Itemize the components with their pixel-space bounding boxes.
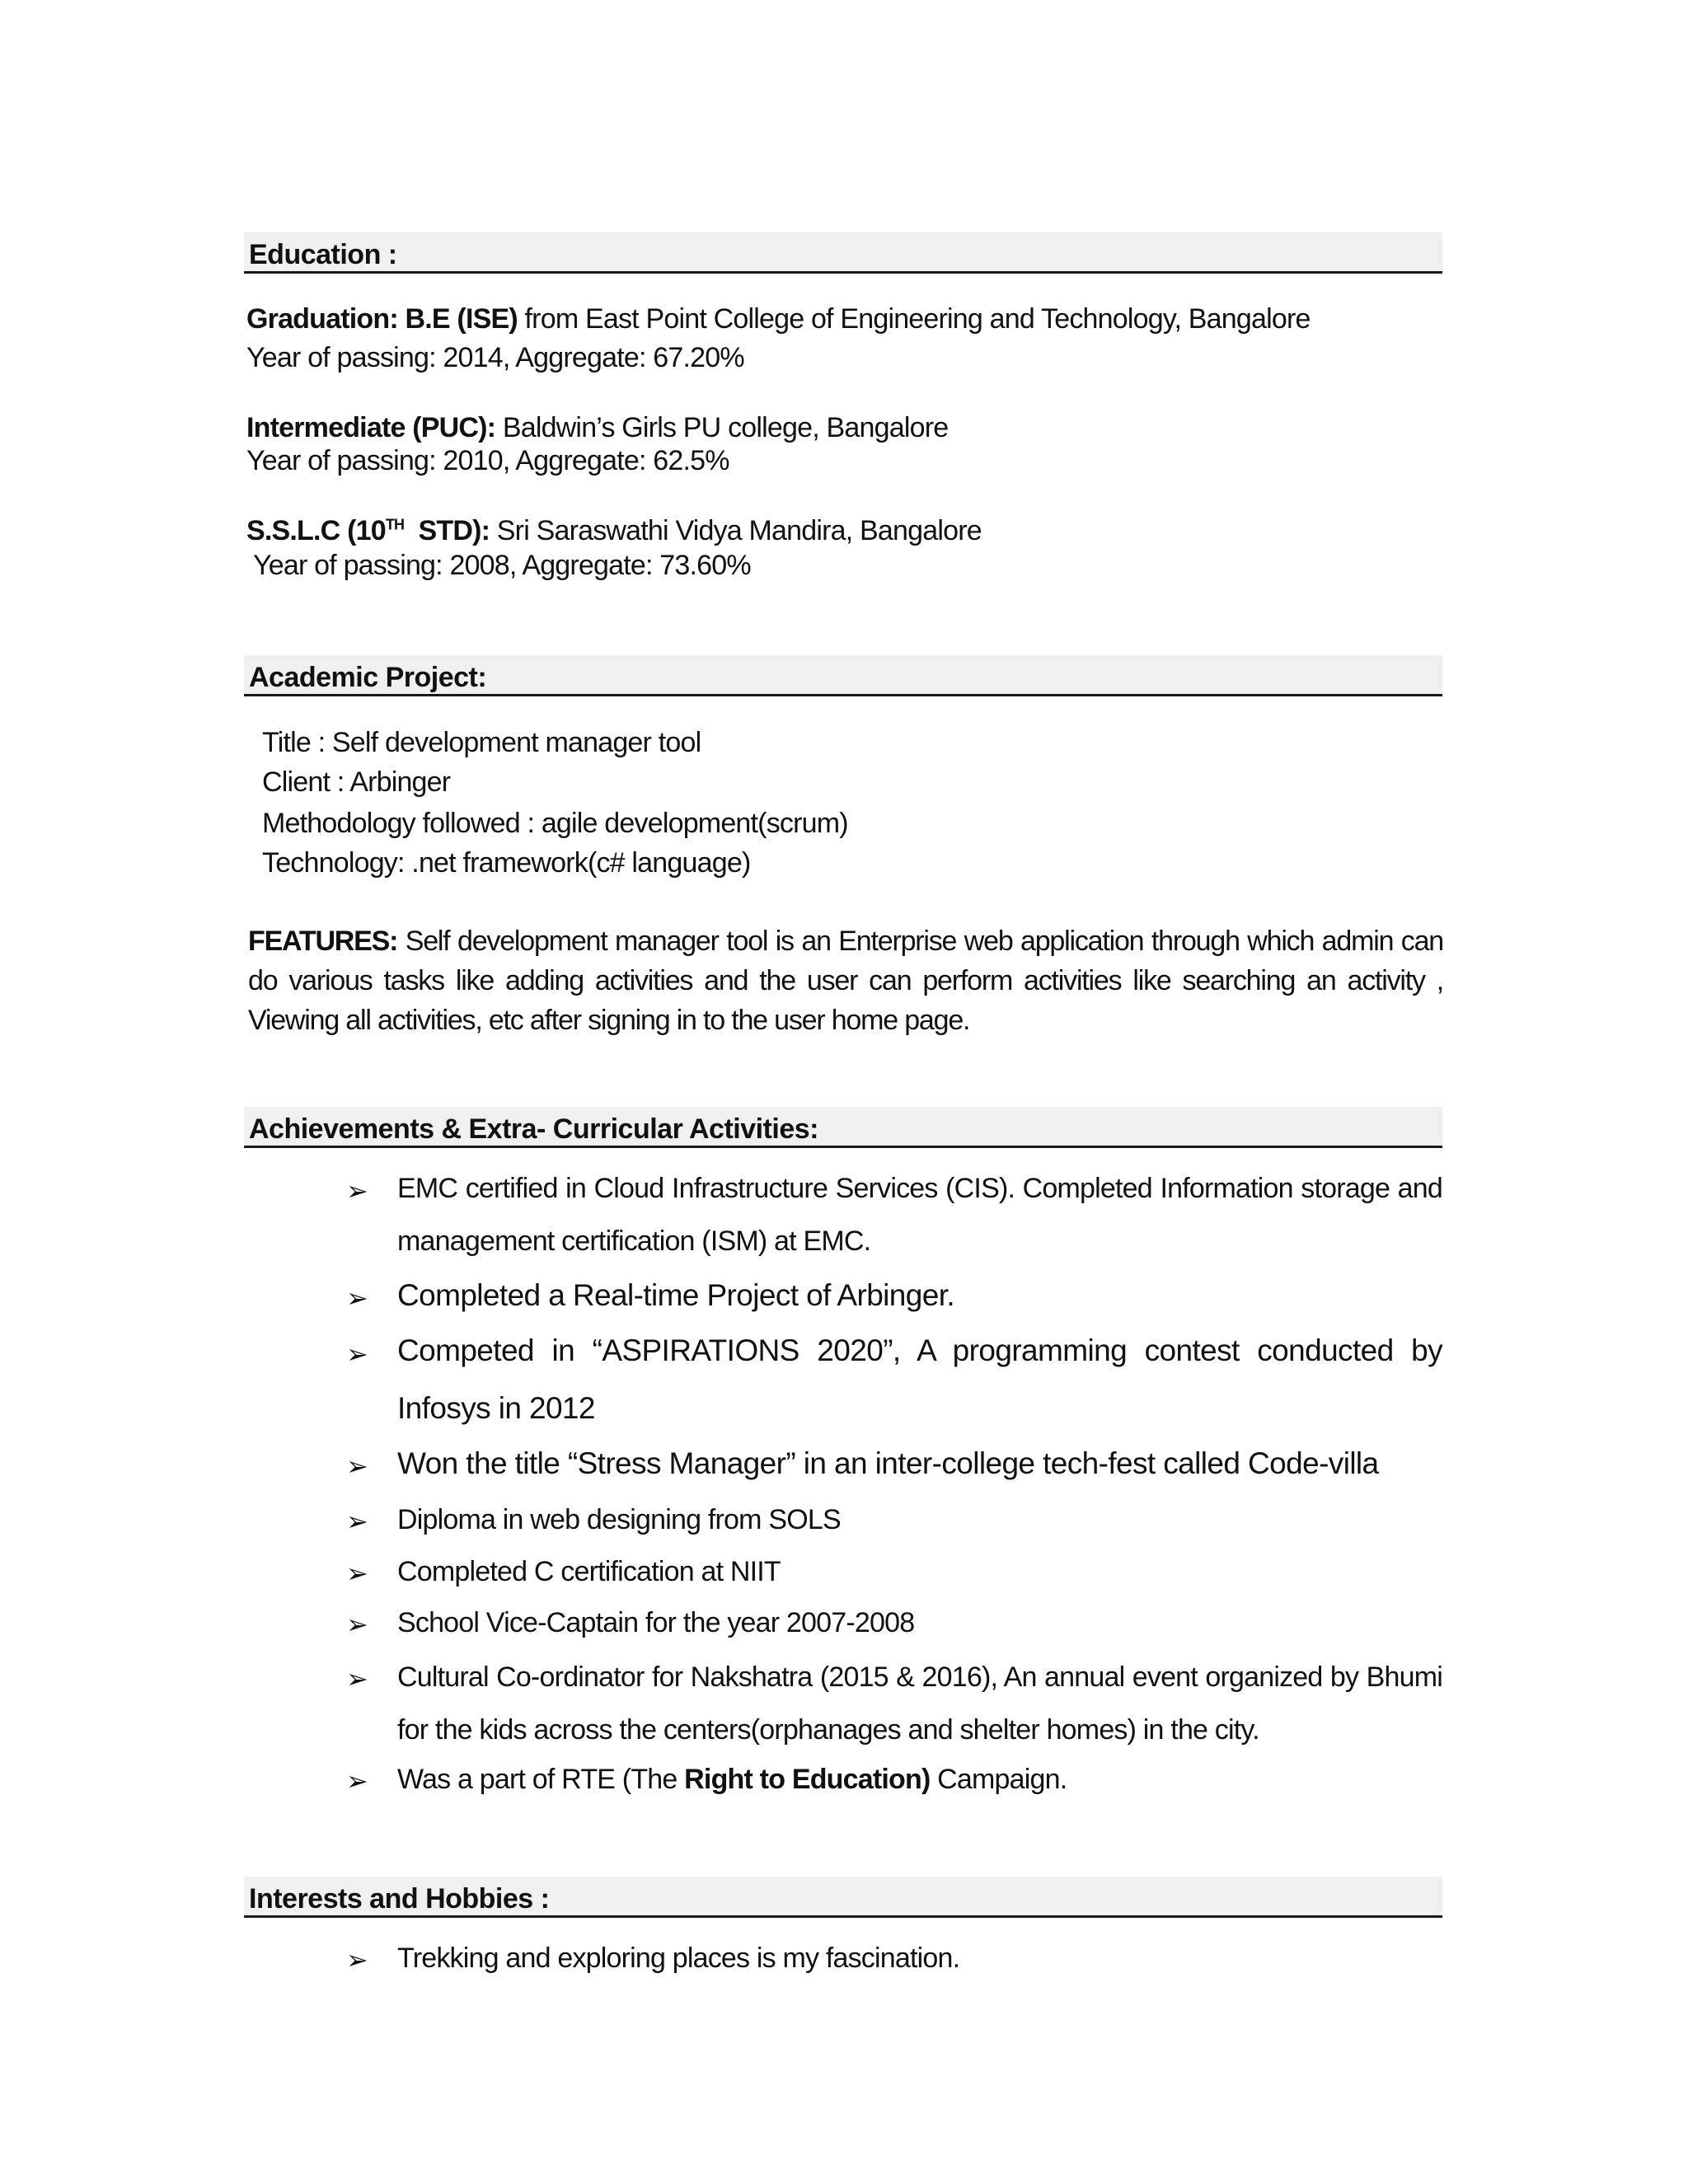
rte-pre: Was a part of RTE (The xyxy=(397,1764,685,1795)
education-heading: Education : xyxy=(249,239,397,270)
bullet-icon: ➢ xyxy=(346,1664,368,1694)
achievement-item: EMC certified in Cloud Infrastructure Services (CIS). Completed Information storage and management certification (ISM) at EMC. xyxy=(397,1173,1442,1257)
rte-bold: Right to Education) xyxy=(684,1764,931,1795)
rte-post: Campaign. xyxy=(930,1764,1067,1795)
bullet-icon: ➢ xyxy=(346,1176,368,1206)
hobby-item: Trekking and exploring places is my fascination. xyxy=(397,1943,960,1974)
sslc-text: Sri Saraswathi Vidya Mandira, Bangalore xyxy=(490,515,982,546)
hobbies-heading-bar xyxy=(244,1877,1442,1918)
features-text: Self development manager tool is an Enterprise web application through which admin can do various tasks like adding activities and the user can perform activities like searching an activity , Viewing all activities, etc after signing in to the user home page. xyxy=(248,926,1443,1036)
project-features xyxy=(248,921,1443,1040)
achievement-item: Completed C certification at NIIT xyxy=(397,1556,781,1587)
achievement-item: Cultural Co-ordinator for Nakshatra (2015 & 2016), An annual event organized by Bhumi for the kids across the centers(orphanages and shelter homes) in the city. xyxy=(397,1661,1442,1746)
project-heading: Academic Project: xyxy=(249,662,487,693)
sslc-line xyxy=(246,515,982,547)
project-methodology: Methodology followed : agile development(scrum) xyxy=(262,808,848,839)
bullet-icon: ➢ xyxy=(346,1283,368,1313)
achievement-item: Diploma in web designing from SOLS xyxy=(397,1504,841,1535)
achievement-item: Won the title “Stress Manager” in an inter-college tech-fest called Code-villa xyxy=(397,1446,1379,1480)
bullet-icon: ➢ xyxy=(346,1507,368,1536)
achievement-item: Competed in “ASPIRATIONS 2020”, A programming contest conducted by Infosys in 2012 xyxy=(397,1333,1442,1425)
sslc-label-a: S.S.L.C (10 xyxy=(246,515,386,546)
intermediate-label: Intermediate (PUC): xyxy=(246,412,496,443)
achievement-item: School Vice-Captain for the year 2007-2008 xyxy=(397,1607,915,1638)
achievements-heading-bar xyxy=(244,1107,1442,1148)
sslc-year: Year of passing: 2008, Aggregate: 73.60% xyxy=(246,550,751,581)
bullet-icon: ➢ xyxy=(346,1451,368,1481)
achievement-item-rte xyxy=(397,1753,1442,1806)
project-client: Client : Arbinger xyxy=(262,766,451,798)
bullet-icon: ➢ xyxy=(346,1610,368,1639)
education-heading-bar xyxy=(244,232,1442,274)
sslc-label-sup: TH xyxy=(385,516,405,533)
bullet-icon: ➢ xyxy=(346,1558,368,1588)
bullet-icon: ➢ xyxy=(346,1339,368,1369)
sslc-label-b: STD): xyxy=(404,515,490,546)
project-title: Title : Self development manager tool xyxy=(262,727,701,758)
achievements-heading: Achievements & Extra- Curricular Activities: xyxy=(249,1113,818,1145)
bullet-icon: ➢ xyxy=(346,1766,368,1796)
intermediate-text: Baldwin’s Girls PU college, Bangalore xyxy=(495,412,949,443)
project-heading-bar xyxy=(244,655,1442,696)
hobbies-heading: Interests and Hobbies : xyxy=(249,1883,550,1915)
intermediate-year: Year of passing: 2010, Aggregate: 62.5% xyxy=(246,445,729,476)
graduation-year: Year of passing: 2014, Aggregate: 67.20% xyxy=(246,342,744,373)
achievement-item: Completed a Real-time Project of Arbinger. xyxy=(397,1278,955,1312)
project-technology: Technology: .net framework(c# language) xyxy=(262,847,751,879)
bullet-icon: ➢ xyxy=(346,1945,368,1975)
graduation-line xyxy=(246,303,1311,335)
intermediate-line xyxy=(246,412,948,444)
graduation-text: from East Point College of Engineering and Technology, Bangalore xyxy=(517,303,1311,335)
graduation-label: Graduation: B.E (ISE) xyxy=(246,303,518,335)
features-label: FEATURES: xyxy=(248,926,398,957)
